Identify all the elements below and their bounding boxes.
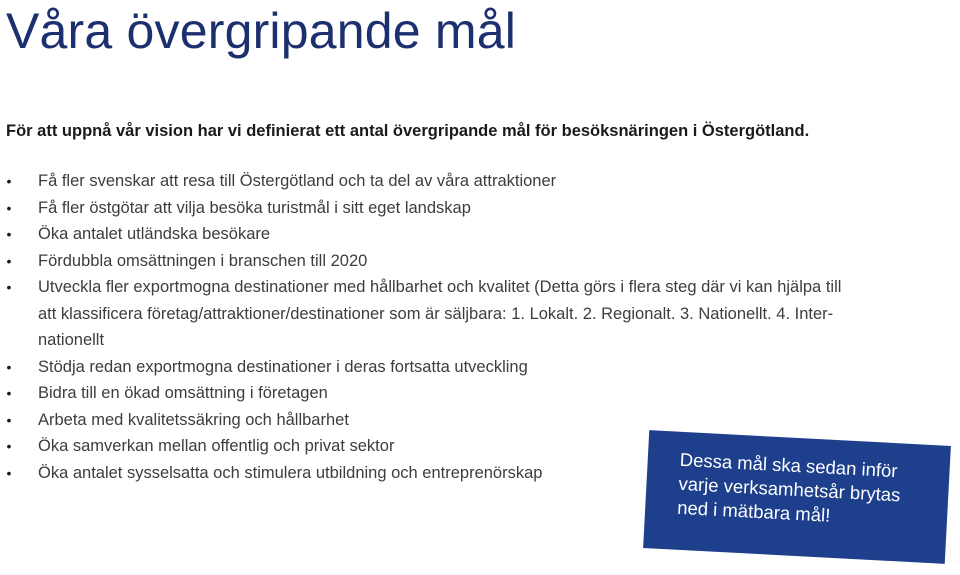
goal-text: Stödja redan exportmogna destinationer i deras fortsatta utveckling: [38, 357, 528, 376]
goal-text: Öka samverkan mellan offentlig och privat sektor: [38, 437, 395, 455]
goal-text-line: nationellt: [38, 331, 105, 349]
goal-text: Arbeta med kvalitetssäkring och hållbarhet: [38, 410, 349, 429]
list-item: [0, 354, 900, 381]
list-item: [0, 248, 900, 275]
bullet-icon: •: [6, 199, 12, 216]
bullet-icon: •: [6, 464, 12, 481]
goal-text: Få fler svenskar att resa till Östergötland och ta del av våra attraktioner: [38, 172, 557, 190]
page-title: Våra övergripande mål: [6, 3, 517, 59]
bullet-icon: •: [6, 279, 12, 295]
bullet-icon: •: [6, 438, 12, 454]
list-item: [0, 407, 900, 434]
bullet-icon: •: [6, 252, 12, 269]
list-item: [0, 221, 900, 248]
callout-box: [643, 430, 951, 564]
list-item: [0, 274, 900, 354]
list-item: [0, 195, 900, 222]
bullet-icon: •: [6, 385, 12, 401]
list-item: [0, 168, 900, 195]
list-item: [0, 380, 900, 407]
goal-text: Få fler östgötar att vilja besöka turistmål i sitt eget landskap: [38, 198, 471, 217]
goal-text-line: att klassificera företag/attraktioner/destinationer som är säljbara: 1. Lokalt. 2. Regionalt. 3. Nationellt. 4. Inter-: [38, 304, 834, 323]
bullet-icon: •: [6, 173, 12, 189]
goal-text: Fördubbla omsättningen i branschen till 2020: [38, 251, 368, 270]
callout-line: ned i mätbara mål!: [676, 496, 831, 526]
goal-text: Öka antalet sysselsatta och stimulera utbildning och entreprenörskap: [38, 463, 543, 482]
goal-text-line: Utveckla fler exportmogna destinationer med hållbarhet och kvalitet (Detta görs i flera steg där vi kan hjälpa till: [38, 278, 842, 296]
bullet-icon: •: [6, 411, 12, 428]
intro-text: För att uppnå vår vision har vi definierat ett antal övergripande mål för besöksnäringen i Östergötland.: [6, 122, 810, 140]
goal-text: Bidra till en ökad omsättning i företagen: [38, 384, 328, 402]
callout-text: [677, 448, 930, 533]
bullet-icon: •: [6, 358, 12, 375]
callout-line: varje verksamhetsår brytas: [678, 472, 901, 506]
bullet-icon: •: [6, 226, 12, 242]
goal-text: Öka antalet utländska besökare: [38, 225, 271, 243]
callout-line: Dessa mål ska sedan inför: [679, 448, 899, 482]
